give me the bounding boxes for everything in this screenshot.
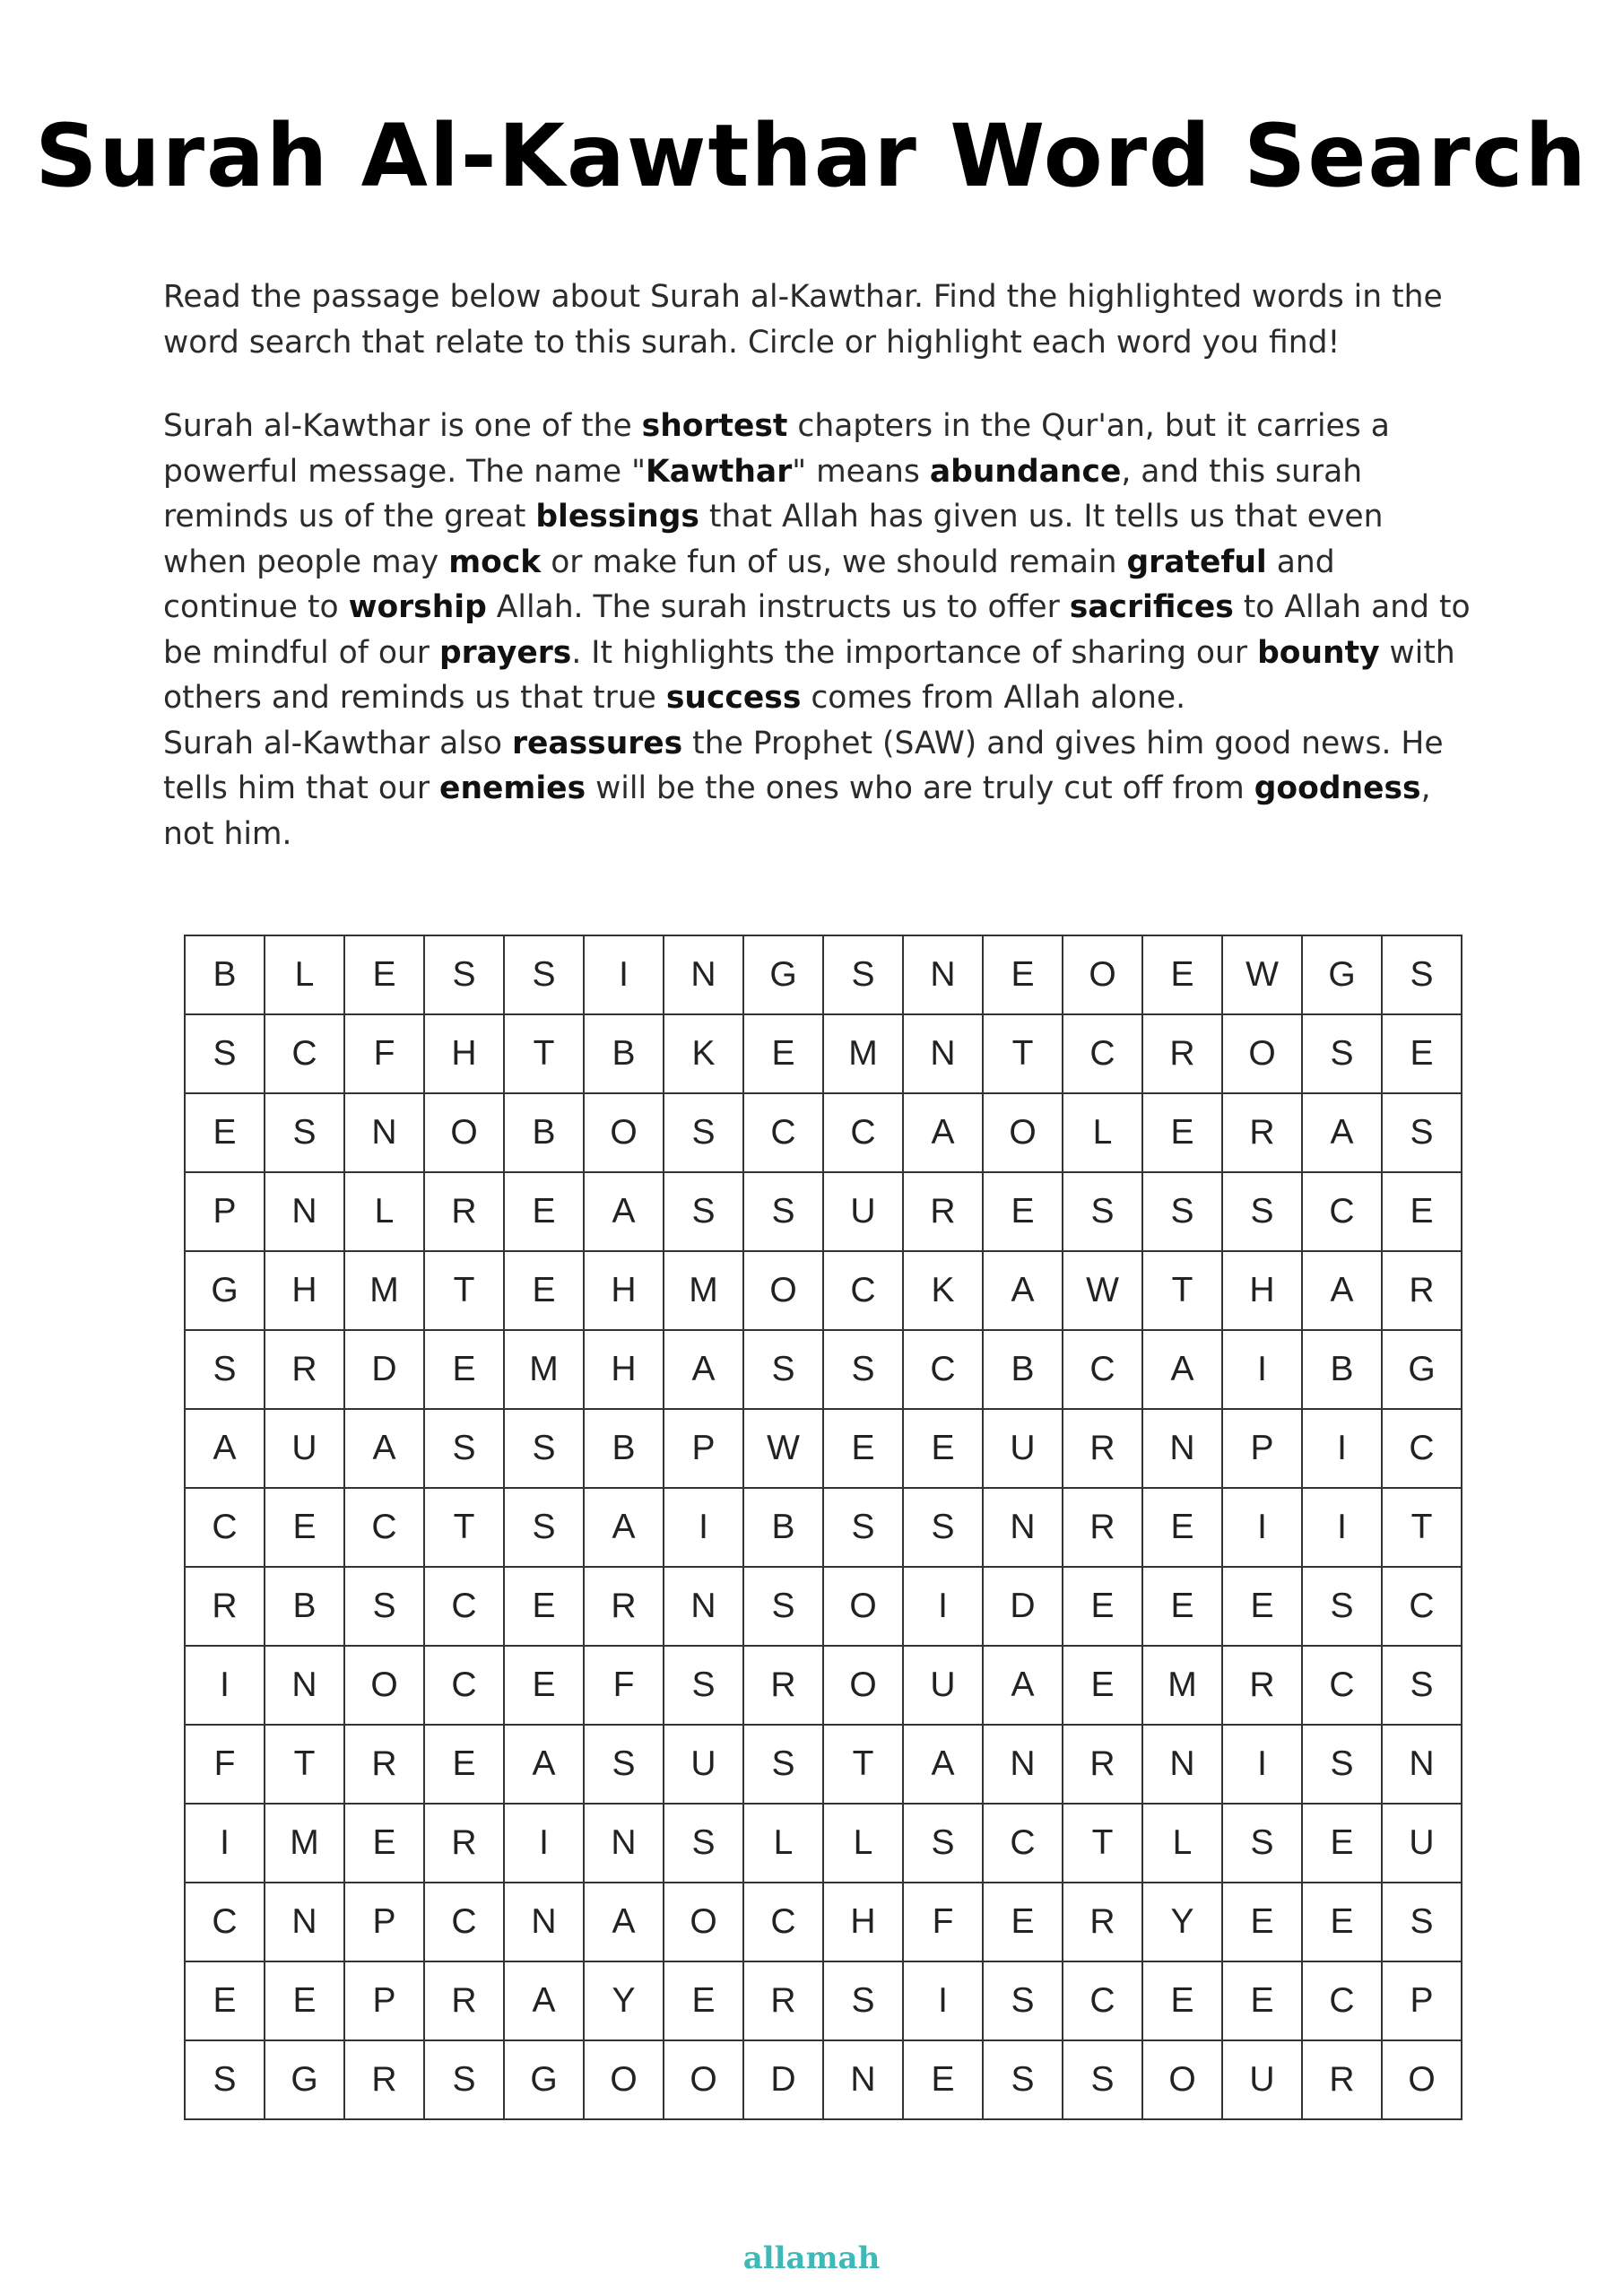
grid-cell[interactable]: C (1302, 1172, 1382, 1251)
grid-cell[interactable]: G (504, 2040, 584, 2119)
grid-cell[interactable]: S (743, 1725, 823, 1804)
grid-cell[interactable]: P (1382, 1961, 1462, 2040)
grid-cell[interactable]: M (1142, 1646, 1222, 1725)
grid-cell[interactable]: C (903, 1330, 983, 1409)
grid-cell[interactable]: C (823, 1093, 903, 1172)
grid-cell[interactable]: S (424, 2040, 504, 2119)
grid-cell[interactable]: S (1382, 935, 1462, 1014)
grid-cell[interactable]: L (1063, 1093, 1142, 1172)
passage-text: , not him. (163, 770, 1431, 852)
grid-cell[interactable]: C (823, 1251, 903, 1330)
keyword: enemies (439, 770, 586, 806)
grid-cell[interactable]: T (1063, 1804, 1142, 1883)
grid-cell[interactable]: G (1382, 1330, 1462, 1409)
grid-cell[interactable]: L (743, 1804, 823, 1883)
grid-cell[interactable]: R (185, 1567, 265, 1646)
grid-cell[interactable]: N (1142, 1725, 1222, 1804)
grid-cell[interactable]: E (1142, 1093, 1222, 1172)
grid-cell[interactable]: L (344, 1172, 424, 1251)
grid-cell[interactable]: I (1222, 1488, 1302, 1567)
grid-cell[interactable]: B (584, 1014, 664, 1093)
grid-cell[interactable]: C (185, 1488, 265, 1567)
grid-cell[interactable]: S (823, 1330, 903, 1409)
grid-cell[interactable]: H (424, 1014, 504, 1093)
grid-row (185, 1409, 1462, 1488)
grid-cell[interactable]: H (584, 1330, 664, 1409)
grid-cell[interactable]: B (584, 1409, 664, 1488)
grid-cell[interactable]: T (424, 1251, 504, 1330)
grid-cell[interactable]: E (1142, 1961, 1222, 2040)
grid-cell[interactable]: E (1382, 1172, 1462, 1251)
grid-cell[interactable]: O (424, 1093, 504, 1172)
grid-cell[interactable]: N (823, 2040, 903, 2119)
grid-cell[interactable]: E (1222, 1883, 1302, 1961)
grid-cell[interactable]: D (743, 2040, 823, 2119)
grid-cell[interactable]: S (1142, 1172, 1222, 1251)
grid-cell[interactable]: P (344, 1961, 424, 2040)
grid-cell[interactable]: S (823, 935, 903, 1014)
grid-cell[interactable]: R (1382, 1251, 1462, 1330)
grid-row (185, 935, 1462, 1014)
grid-cell[interactable]: T (823, 1725, 903, 1804)
grid-cell[interactable]: S (743, 1172, 823, 1251)
grid-cell[interactable]: T (1142, 1251, 1222, 1330)
grid-cell[interactable]: S (344, 1567, 424, 1646)
grid-cell[interactable]: E (1142, 1567, 1222, 1646)
grid-cell[interactable]: B (1302, 1330, 1382, 1409)
grid-cell[interactable]: C (424, 1646, 504, 1725)
grid-cell[interactable]: W (1063, 1251, 1142, 1330)
grid-cell[interactable]: O (1142, 2040, 1222, 2119)
grid-cell[interactable]: E (504, 1251, 584, 1330)
grid-cell[interactable]: P (344, 1883, 424, 1961)
grid-cell[interactable]: G (265, 2040, 344, 2119)
grid-cell[interactable]: R (1222, 1093, 1302, 1172)
grid-cell[interactable]: A (983, 1251, 1063, 1330)
grid-row (185, 1961, 1462, 2040)
keyword: prayers (438, 634, 572, 671)
grid-cell[interactable]: O (344, 1646, 424, 1725)
allamah-logo: allamah (742, 2240, 881, 2276)
grid-cell[interactable]: U (983, 1409, 1063, 1488)
grid-cell[interactable]: U (265, 1409, 344, 1488)
grid-cell[interactable]: N (1382, 1725, 1462, 1804)
grid-cell[interactable]: E (504, 1646, 584, 1725)
grid-cell[interactable]: E (424, 1330, 504, 1409)
grid-cell[interactable]: S (903, 1804, 983, 1883)
grid-cell[interactable]: E (743, 1014, 823, 1093)
grid-cell[interactable]: S (504, 935, 584, 1014)
keyword: mock (448, 544, 542, 580)
grid-cell[interactable]: P (1222, 1409, 1302, 1488)
grid-cell[interactable]: S (265, 1093, 344, 1172)
grid-cell[interactable]: Y (1142, 1883, 1222, 1961)
grid-cell[interactable]: B (983, 1330, 1063, 1409)
grid-cell[interactable]: U (823, 1172, 903, 1251)
grid-cell[interactable]: N (903, 935, 983, 1014)
grid-cell[interactable]: S (185, 2040, 265, 2119)
grid-cell[interactable]: A (504, 1725, 584, 1804)
grid-row (185, 1488, 1462, 1567)
grid-cell[interactable]: E (185, 1961, 265, 2040)
grid-cell[interactable]: O (983, 1093, 1063, 1172)
grid-cell[interactable]: N (265, 1646, 344, 1725)
grid-cell[interactable]: I (185, 1646, 265, 1725)
grid-cell[interactable]: K (664, 1014, 743, 1093)
grid-cell[interactable]: R (1142, 1014, 1222, 1093)
passage-text: Surah al-Kawthar also (163, 725, 512, 761)
grid-cell[interactable]: O (584, 2040, 664, 2119)
keyword: grateful (1126, 544, 1267, 580)
grid-row (185, 1804, 1462, 1883)
grid-cell[interactable]: C (424, 1883, 504, 1961)
grid-cell[interactable]: S (1302, 1567, 1382, 1646)
passage-text: and continue to (163, 544, 1335, 625)
passage-text: to Allah and to be mindful of our (163, 589, 1471, 671)
grid-row (185, 1567, 1462, 1646)
grid-cell[interactable]: A (584, 1488, 664, 1567)
grid-cell[interactable]: I (1302, 1409, 1382, 1488)
keyword: sacrifices (1069, 589, 1234, 625)
grid-cell[interactable]: R (903, 1172, 983, 1251)
grid-row (185, 1883, 1462, 1961)
grid-cell[interactable]: P (185, 1172, 265, 1251)
grid-cell[interactable]: E (1222, 1567, 1302, 1646)
grid-cell[interactable]: P (664, 1409, 743, 1488)
grid-cell[interactable]: B (185, 935, 265, 1014)
grid-row (185, 1014, 1462, 1093)
grid-cell[interactable]: G (743, 935, 823, 1014)
grid-cell[interactable]: O (823, 1646, 903, 1725)
grid-cell[interactable]: S (664, 1172, 743, 1251)
keyword: abundance (929, 453, 1122, 490)
grid-cell[interactable]: U (903, 1646, 983, 1725)
grid-cell[interactable]: R (424, 1804, 504, 1883)
grid-cell[interactable]: E (265, 1961, 344, 2040)
grid-cell[interactable]: C (1063, 1961, 1142, 2040)
grid-cell[interactable]: E (823, 1409, 903, 1488)
grid-cell[interactable]: C (344, 1488, 424, 1567)
grid-cell[interactable]: F (344, 1014, 424, 1093)
grid-cell[interactable]: D (983, 1567, 1063, 1646)
keyword: success (665, 680, 802, 716)
grid-cell[interactable]: A (504, 1961, 584, 2040)
grid-cell[interactable]: N (1142, 1409, 1222, 1488)
grid-cell[interactable]: R (344, 2040, 424, 2119)
grid-cell[interactable]: S (1302, 1014, 1382, 1093)
grid-cell[interactable]: U (1382, 1804, 1462, 1883)
grid-cell[interactable]: T (265, 1725, 344, 1804)
grid-cell[interactable]: E (903, 1409, 983, 1488)
grid-cell[interactable]: I (185, 1804, 265, 1883)
grid-cell[interactable]: S (1222, 1804, 1302, 1883)
grid-cell[interactable]: S (743, 1567, 823, 1646)
keyword: blessings (535, 499, 699, 535)
instructions: Read the passage below about Surah al-Kawthar. Find the highlighted words in the word search that relate to this surah. Circle or highlight each word you find! (163, 279, 1443, 361)
grid-cell[interactable]: T (1382, 1488, 1462, 1567)
grid-cell[interactable]: N (983, 1488, 1063, 1567)
grid-cell[interactable]: U (1222, 2040, 1302, 2119)
grid-cell[interactable]: I (1222, 1330, 1302, 1409)
grid-cell[interactable]: S (584, 1725, 664, 1804)
grid-cell[interactable]: S (1063, 2040, 1142, 2119)
grid-cell[interactable]: E (1382, 1014, 1462, 1093)
grid-cell[interactable]: R (584, 1567, 664, 1646)
grid-cell[interactable]: F (185, 1725, 265, 1804)
grid-cell[interactable]: N (504, 1883, 584, 1961)
grid-cell[interactable]: S (743, 1330, 823, 1409)
grid-cell[interactable]: S (424, 1409, 504, 1488)
grid-cell[interactable]: E (1063, 1567, 1142, 1646)
grid-cell[interactable]: S (185, 1330, 265, 1409)
keyword: reassures (511, 725, 683, 761)
grid-cell[interactable]: S (664, 1093, 743, 1172)
grid-cell[interactable]: S (504, 1409, 584, 1488)
passage-text: or make fun of us, we should remain (541, 544, 1127, 580)
grid-cell[interactable]: T (504, 1014, 584, 1093)
grid-cell[interactable]: W (1222, 935, 1302, 1014)
grid-cell[interactable]: A (344, 1409, 424, 1488)
grid-cell[interactable]: S (664, 1646, 743, 1725)
grid-cell[interactable]: S (1222, 1172, 1302, 1251)
grid-cell[interactable]: A (584, 1172, 664, 1251)
grid-cell[interactable]: G (1302, 935, 1382, 1014)
grid-cell[interactable]: A (664, 1330, 743, 1409)
grid-cell[interactable]: W (743, 1409, 823, 1488)
grid-cell[interactable]: R (1063, 1488, 1142, 1567)
grid-cell[interactable]: R (1063, 1409, 1142, 1488)
grid-cell[interactable]: S (664, 1804, 743, 1883)
grid-cell[interactable]: S (903, 1488, 983, 1567)
grid-cell[interactable]: S (983, 2040, 1063, 2119)
grid-cell[interactable]: H (265, 1251, 344, 1330)
grid-row (185, 1330, 1462, 1409)
keyword: goodness (1254, 770, 1421, 806)
grid-cell[interactable]: S (1382, 1646, 1462, 1725)
grid-cell[interactable]: H (823, 1883, 903, 1961)
grid-cell[interactable]: T (983, 1014, 1063, 1093)
grid-cell[interactable]: N (265, 1883, 344, 1961)
grid-cell[interactable]: F (584, 1646, 664, 1725)
grid-cell[interactable]: R (265, 1330, 344, 1409)
grid-cell[interactable]: R (1302, 2040, 1382, 2119)
grid-cell[interactable]: B (265, 1567, 344, 1646)
grid-row (185, 1093, 1462, 1172)
grid-row (185, 1646, 1462, 1725)
grid-cell[interactable]: E (1142, 1488, 1222, 1567)
grid-cell[interactable]: O (1382, 2040, 1462, 2119)
passage-text: will be the ones who are truly cut off from (586, 770, 1254, 806)
grid-cell[interactable]: L (1142, 1804, 1222, 1883)
grid-cell[interactable]: S (1382, 1093, 1462, 1172)
grid-cell[interactable]: N (903, 1014, 983, 1093)
grid-cell[interactable]: I (504, 1804, 584, 1883)
grid-cell[interactable]: I (1302, 1488, 1382, 1567)
passage (163, 404, 1472, 857)
grid-cell[interactable]: R (743, 1646, 823, 1725)
grid-cell[interactable]: C (1063, 1014, 1142, 1093)
grid-cell[interactable]: S (1382, 1883, 1462, 1961)
grid-cell[interactable]: O (664, 1883, 743, 1961)
grid-cell[interactable]: N (983, 1725, 1063, 1804)
grid-cell[interactable]: L (265, 935, 344, 1014)
grid-cell[interactable]: H (1222, 1251, 1302, 1330)
word-search-grid[interactable] (184, 935, 1462, 2120)
grid-cell[interactable]: S (1302, 1725, 1382, 1804)
grid-cell[interactable]: O (664, 2040, 743, 2119)
grid-cell[interactable]: E (504, 1172, 584, 1251)
grid-cell[interactable]: R (1063, 1883, 1142, 1961)
grid-cell[interactable]: I (1222, 1725, 1302, 1804)
grid-cell[interactable]: I (903, 1567, 983, 1646)
keyword: worship (348, 589, 487, 625)
grid-cell[interactable]: R (344, 1725, 424, 1804)
grid-cell[interactable]: C (743, 1883, 823, 1961)
grid-cell[interactable]: E (983, 935, 1063, 1014)
grid-cell[interactable]: C (1382, 1567, 1462, 1646)
grid-cell[interactable]: E (983, 1172, 1063, 1251)
grid-cell[interactable]: S (504, 1488, 584, 1567)
grid-cell[interactable]: C (265, 1014, 344, 1093)
passage-text: that Allah has given us. It tells us that even when people may (163, 499, 1384, 580)
grid-cell[interactable]: E (265, 1488, 344, 1567)
grid-row (185, 1251, 1462, 1330)
grid-cell[interactable]: E (185, 1093, 265, 1172)
grid-cell[interactable]: L (823, 1804, 903, 1883)
keyword: bounty (1257, 634, 1380, 671)
grid-cell[interactable]: S (185, 1014, 265, 1093)
grid-cell[interactable]: A (903, 1725, 983, 1804)
grid-cell[interactable]: E (1063, 1646, 1142, 1725)
grid-cell[interactable]: I (584, 935, 664, 1014)
passage-text: the Prophet (SAW) and gives him good news. He tells him that our (163, 725, 1444, 806)
grid-cell[interactable]: B (743, 1488, 823, 1567)
grid-row (185, 1725, 1462, 1804)
grid-cell[interactable]: S (424, 935, 504, 1014)
grid-cell[interactable]: S (823, 1961, 903, 2040)
grid-cell[interactable]: T (424, 1488, 504, 1567)
passage-text: Surah al-Kawthar is one of the (163, 408, 642, 444)
grid-cell[interactable]: R (1063, 1725, 1142, 1804)
grid-cell[interactable]: N (584, 1804, 664, 1883)
grid-cell[interactable]: R (1222, 1646, 1302, 1725)
passage-text: Allah. The surah instructs us to offer (486, 589, 1070, 625)
grid-cell[interactable]: N (664, 935, 743, 1014)
grid-cell[interactable]: A (185, 1409, 265, 1488)
grid-cell[interactable]: O (1063, 935, 1142, 1014)
keyword: shortest (641, 408, 788, 444)
passage-text: . It highlights the importance of sharing our (571, 634, 1258, 671)
grid-cell[interactable]: C (1382, 1409, 1462, 1488)
grid-cell[interactable]: A (983, 1646, 1063, 1725)
passage-text: comes from Allah alone. (801, 680, 1186, 716)
grid-cell[interactable]: R (743, 1961, 823, 2040)
grid-cell[interactable]: I (903, 1961, 983, 2040)
grid-cell[interactable]: E (344, 935, 424, 1014)
grid-cell[interactable]: E (424, 1725, 504, 1804)
grid-cell[interactable]: F (903, 1883, 983, 1961)
grid-cell[interactable]: C (1063, 1330, 1142, 1409)
passage-text: " means (792, 453, 930, 490)
grid-cell[interactable]: A (1302, 1093, 1382, 1172)
grid-cell[interactable]: M (823, 1014, 903, 1093)
grid-row (185, 1172, 1462, 1251)
page-title: Surah Al-Kawthar Word Search (35, 106, 1588, 206)
grid-cell[interactable]: S (983, 1961, 1063, 2040)
grid-cell[interactable]: I (664, 1488, 743, 1567)
keyword: Kawthar (645, 453, 793, 490)
grid-cell[interactable]: G (185, 1251, 265, 1330)
passage-text: chapters in the Qur'an, but it carries a powerful message. The name " (163, 408, 1390, 490)
grid-cell[interactable]: M (265, 1804, 344, 1883)
grid-cell[interactable]: A (1302, 1251, 1382, 1330)
grid-cell[interactable]: E (1142, 935, 1222, 1014)
grid-cell[interactable]: E (504, 1567, 584, 1646)
grid-cell[interactable]: N (664, 1567, 743, 1646)
grid-cell[interactable]: E (1302, 1883, 1382, 1961)
grid-cell[interactable]: E (664, 1961, 743, 2040)
grid-cell[interactable]: D (344, 1330, 424, 1409)
grid-cell[interactable]: E (903, 2040, 983, 2119)
grid-cell[interactable]: B (504, 1093, 584, 1172)
grid-cell[interactable]: C (743, 1093, 823, 1172)
grid-cell[interactable]: Y (584, 1961, 664, 2040)
grid-cell[interactable]: R (424, 1172, 504, 1251)
grid-cell[interactable]: A (903, 1093, 983, 1172)
grid-cell[interactable]: N (344, 1093, 424, 1172)
grid-cell[interactable]: E (344, 1804, 424, 1883)
grid-cell[interactable]: K (903, 1251, 983, 1330)
grid-cell[interactable]: M (344, 1251, 424, 1330)
grid-row (185, 2040, 1462, 2119)
grid-cell[interactable]: O (823, 1567, 903, 1646)
grid-cell[interactable]: M (504, 1330, 584, 1409)
grid-cell[interactable]: C (983, 1804, 1063, 1883)
grid-cell[interactable]: O (743, 1251, 823, 1330)
grid-cell[interactable]: C (1302, 1646, 1382, 1725)
grid-cell[interactable]: S (823, 1488, 903, 1567)
grid-cell[interactable]: A (1142, 1330, 1222, 1409)
grid-cell[interactable]: S (1063, 1172, 1142, 1251)
grid-cell[interactable]: E (1222, 1961, 1302, 2040)
grid-cell[interactable]: C (1302, 1961, 1382, 2040)
grid-cell[interactable]: R (424, 1961, 504, 2040)
grid-cell[interactable]: M (664, 1251, 743, 1330)
grid-cell[interactable]: U (664, 1725, 743, 1804)
grid-cell[interactable]: C (424, 1567, 504, 1646)
grid-cell[interactable]: E (983, 1883, 1063, 1961)
grid-cell[interactable]: O (1222, 1014, 1302, 1093)
grid-cell[interactable]: E (1302, 1804, 1382, 1883)
grid-cell[interactable]: O (584, 1093, 664, 1172)
grid-cell[interactable]: N (265, 1172, 344, 1251)
passage-text: with others and reminds us that true (163, 634, 1455, 716)
passage-text: , and this surah reminds us of the great (163, 453, 1363, 535)
grid-cell[interactable]: H (584, 1251, 664, 1330)
grid-cell[interactable]: A (584, 1883, 664, 1961)
grid-cell[interactable]: C (185, 1883, 265, 1961)
